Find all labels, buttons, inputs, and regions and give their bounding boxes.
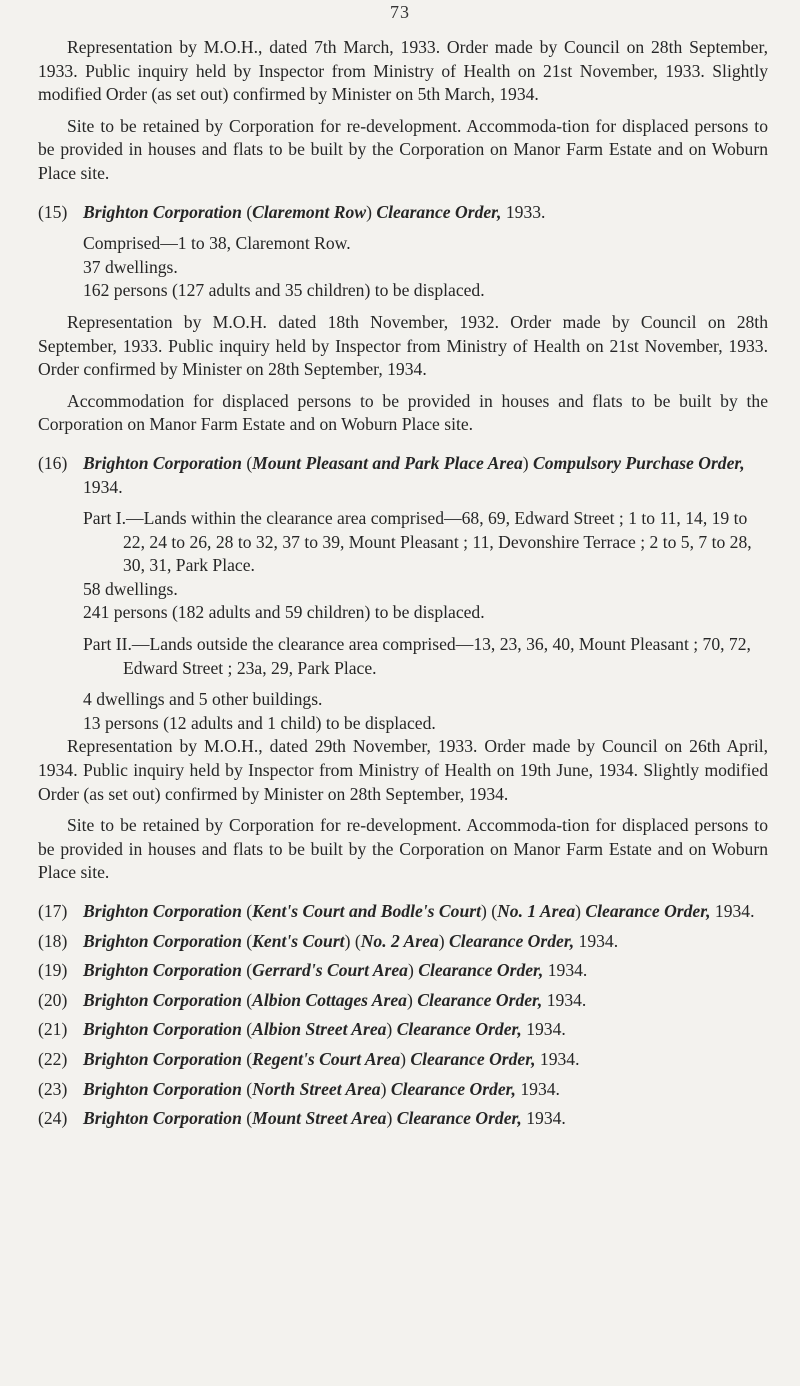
- entry-15-accommodation: Accommodation for displaced persons to be provided in houses and flats to be built by the Corporation on Manor Farm Estate and on Woburn Place site.: [38, 390, 768, 435]
- entry-15-representation: Representation by M.O.H. dated 18th November, 1932. Order made by Council on 28th September, 1933. Public inquiry held by Inspector from Ministry of Health on 21st November, 1933. Order confirmed by Minister on 28th September, 1934.: [38, 311, 768, 380]
- entry-16-open-paren: (: [246, 452, 253, 473]
- list-item-number: (24): [38, 1108, 68, 1129]
- list-item-corporation: Brighton Corporation: [83, 1048, 242, 1069]
- orders-list: [38, 900, 768, 1131]
- entry-15-dwellings: 37 dwellings.: [83, 256, 178, 277]
- list-item-corporation: Brighton Corporation: [83, 1019, 242, 1040]
- entry-16-site: Site to be retained by Corporation for re-development. Accommoda-tion for displaced persons to be provided in houses and flats to be built by the Corporation on Manor Farm Estate and on Woburn Place site.: [38, 815, 768, 883]
- list-item-corporation: Brighton Corporation: [83, 960, 242, 981]
- list-item-area: North Street Area: [252, 1078, 381, 1099]
- entry-15-heading: [38, 201, 768, 225]
- list-item: (17) Brighton Corporation (Kent's Court and Bodle's Court) (No. 1 Area) Clearance Order, 1934.: [38, 900, 768, 924]
- list-item-year: 1934.: [547, 960, 588, 981]
- entry-16-area: Mount Pleasant and Park Place Area: [252, 452, 523, 473]
- list-item-corporation: Brighton Corporation: [83, 901, 242, 921]
- entry-16-part-1: Part I.—Lands within the clearance area comprised—68, 69, Edward Street ; 1 to 11, 14, 19 to 22, 24 to 26, 28 to 32, 37 to 39, Mount Pleasant ; 11, Devonshire Terrace ; 2 to 5, 7 to 28, 30, 31, Park Place.: [83, 508, 752, 576]
- list-item-order-type: Clearance Order,: [410, 1048, 536, 1069]
- entry-16-persons-2: 13 persons (12 adults and 1 child) to be displaced.: [83, 712, 436, 733]
- list-item-number: (18): [38, 930, 68, 951]
- list-item-area-number: No. 1 Area: [497, 901, 576, 921]
- list-item-number: (20): [38, 989, 68, 1010]
- entry-16-representation: Representation by M.O.H., dated 29th November, 1933. Order made by Council on 26th April, 1934. Public inquiry held by Inspector from Ministry of Health on 19th June, 1934. Slightly modified Order (as set out) confirmed by Minister on 28th September, 1934.: [38, 736, 768, 804]
- list-item-area: Kent's Court: [252, 930, 345, 951]
- intro-representation-paragraph: Representation by M.O.H., dated 7th March, 1933. Order made by Council on 28th September, 1933. Public inquiry held by Inspector from Ministry of Health on 21st November, 1933. Slightly modified Order (as set out) confirmed by Minister on 5th March, 1934.: [38, 37, 768, 105]
- entry-16-dwellings-1: 58 dwellings.: [83, 578, 178, 599]
- list-item-order-type: Clearance Order,: [390, 1078, 516, 1099]
- entry-15-number: (15): [38, 201, 68, 222]
- list-item-number: (21): [38, 1019, 68, 1040]
- list-item-area: Gerrard's Court Area: [252, 960, 408, 981]
- list-item-area: Albion Cottages Area: [252, 989, 407, 1010]
- entry-16-corporation: Brighton Corporation: [83, 452, 242, 473]
- list-item-corporation: Brighton Corporation: [83, 1078, 242, 1099]
- entry-15-area: Claremont Row: [252, 201, 367, 222]
- list-item-area: Kent's Court and Bodle's Court: [252, 901, 481, 921]
- list-item-number: (22): [38, 1048, 68, 1069]
- entry-16-close-paren: ): [522, 452, 529, 473]
- entry-16-part-2: Part II.—Lands outside the clearance area comprised—13, 23, 36, 40, Mount Pleasant ; 70, 72, Edward Street ; 23a, 29, Park Place.: [83, 634, 751, 678]
- list-item-year: 1934.: [714, 901, 755, 921]
- entry-15-comprised: Comprised—1 to 38, Claremont Row.: [83, 233, 351, 254]
- list-item-order-type: Clearance Order,: [396, 1108, 522, 1129]
- list-item-year: 1934.: [546, 989, 587, 1010]
- list-item-number: (17): [38, 901, 68, 921]
- list-item-year: 1934.: [539, 1048, 580, 1069]
- list-item: (22) Brighton Corporation (Regent's Court Area) Clearance Order, 1934.: [38, 1048, 768, 1072]
- list-item-corporation: Brighton Corporation: [83, 1108, 242, 1129]
- entry-15-close-paren: ): [366, 201, 372, 222]
- entry-16-persons-1: 241 persons (182 adults and 59 children) to be displaced.: [83, 602, 485, 623]
- entry-15-year: 1933.: [505, 201, 546, 222]
- list-item-area: Albion Street Area: [252, 1019, 387, 1040]
- entry-15-open-paren: (: [246, 201, 253, 222]
- list-item-order-type: Clearance Order,: [396, 1019, 522, 1040]
- list-item-year: 1934.: [520, 1078, 560, 1099]
- list-item: (23) Brighton Corporation (North Street Area) Clearance Order, 1934.: [38, 1078, 768, 1102]
- entry-16-number: (16): [38, 452, 68, 473]
- entry-15-persons: 162 persons (127 adults and 35 children) to be displaced.: [83, 280, 485, 301]
- page-content: [38, 36, 768, 1131]
- list-item-corporation: Brighton Corporation: [83, 989, 242, 1010]
- list-item-corporation: Brighton Corporation: [83, 930, 242, 951]
- intro-site-paragraph: Site to be retained by Corporation for re-development. Accommoda-tion for displaced persons to be provided in houses and flats to be built by the Corporation on Manor Farm Estate and on Woburn Place site.: [38, 115, 768, 183]
- entry-15-corporation: Brighton Corporation: [83, 201, 242, 222]
- entry-16-heading: [38, 452, 768, 499]
- list-item-order-type: Clearance Order,: [417, 989, 543, 1010]
- list-item-year: 1934.: [526, 1019, 566, 1040]
- list-item-order-type: Clearance Order,: [449, 930, 575, 951]
- list-item: (21) Brighton Corporation (Albion Street Area) Clearance Order, 1934.: [38, 1018, 768, 1042]
- list-item-order-type: Clearance Order,: [418, 960, 544, 981]
- page-number: 73: [390, 2, 410, 22]
- list-item-number: (19): [38, 960, 68, 981]
- list-item: (20) Brighton Corporation (Albion Cottages Area) Clearance Order, 1934.: [38, 989, 768, 1013]
- list-item: (19) Brighton Corporation (Gerrard's Court Area) Clearance Order, 1934.: [38, 959, 768, 983]
- list-item: (18) Brighton Corporation (Kent's Court) (No. 2 Area) Clearance Order, 1934.: [38, 930, 768, 954]
- list-item-year: 1934.: [526, 1108, 566, 1129]
- entry-16-year: 1934.: [83, 476, 123, 497]
- entry-15-order-type: Clearance Order,: [376, 201, 502, 222]
- list-item-number: (23): [38, 1078, 68, 1099]
- list-item-area: Mount Street Area: [252, 1108, 387, 1129]
- list-item-area: Regent's Court Area: [252, 1048, 401, 1069]
- entry-16-dwellings-2: 4 dwellings and 5 other buildings.: [83, 689, 323, 710]
- list-item-order-type: Clearance Order,: [585, 901, 711, 921]
- list-item-year: 1934.: [578, 930, 619, 951]
- entry-16-order-type: Compulsory Purchase Order,: [533, 452, 745, 473]
- list-item: (24) Brighton Corporation (Mount Street Area) Clearance Order, 1934.: [38, 1107, 768, 1131]
- list-item-area-number: No. 2 Area: [360, 930, 439, 951]
